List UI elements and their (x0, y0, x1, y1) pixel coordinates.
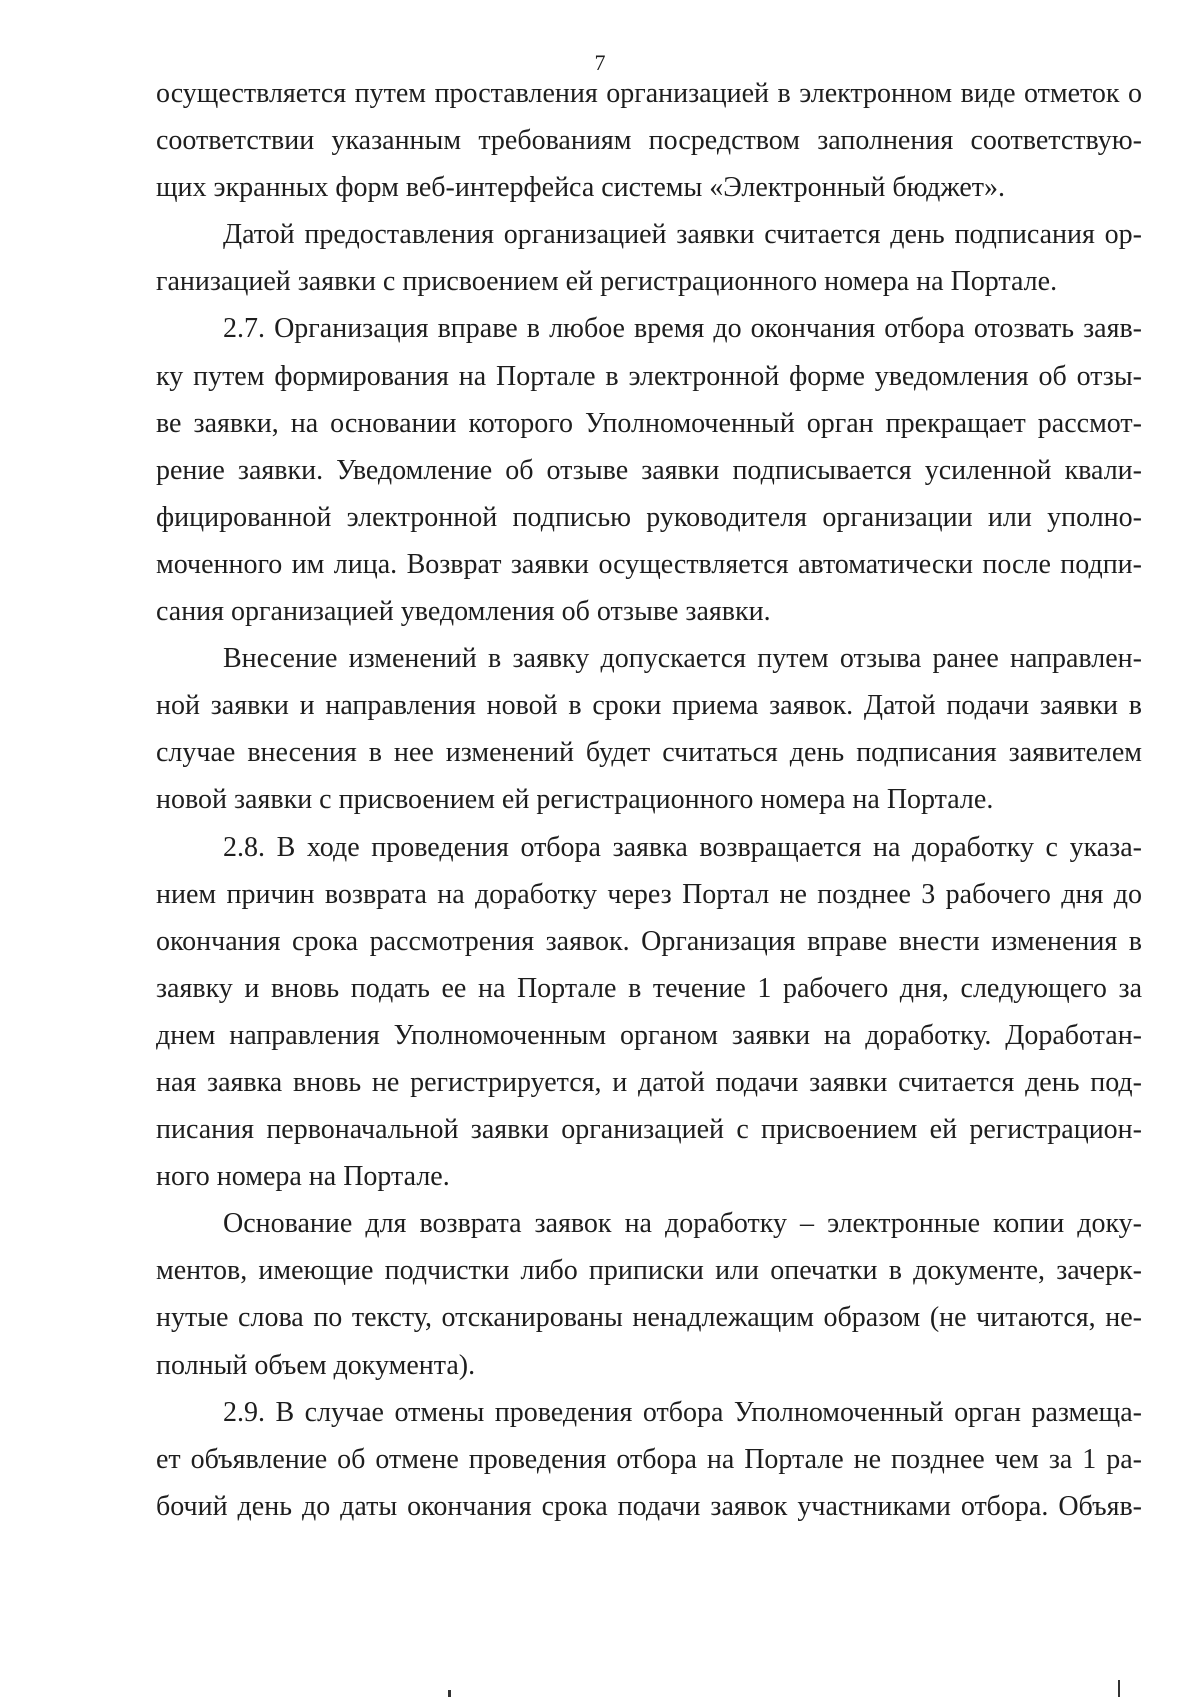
text-line: ментов, имеющие подчистки либо приписки или опечатки в документе, зачерк- (156, 1255, 1142, 1287)
text-line: нутые слова по тексту, отсканированы ненадлежащим образом (не читаются, не- (156, 1302, 1142, 1334)
text-line: сания организацией уведомления об отзыве заявки. (156, 596, 771, 628)
text-line: щих экранных форм веб-интерфейса системы «Электронный бюджет». (156, 172, 1006, 204)
text-line: осуществляется путем проставления организацией в электронном виде отметок о (156, 78, 1142, 109)
paragraph-first-line: Внесение изменений в заявку допускается путем отзыва ранее направлен- (223, 643, 1142, 675)
text-line: заявку и вновь подать ее на Портале в течение 1 рабочего дня, следующего за (156, 972, 1142, 1004)
text-line: соответствии указанным требованиям посредством заполнения соответствую- (156, 125, 1142, 157)
text-line: моченного им лица. Возврат заявки осуществляется автоматически после подпи- (156, 548, 1142, 580)
scan-artifact (1118, 1680, 1120, 1697)
text-line: бочий день до даты окончания срока подачи заявок участниками отбора. Объяв- (156, 1490, 1142, 1522)
text-line: ная заявка вновь не регистрируется, и датой подачи заявки считается день под- (156, 1066, 1142, 1098)
text-line: ного номера на Портале. (156, 1161, 450, 1193)
text-line: ку путем формирования на Портале в электронной форме уведомления об отзы- (156, 360, 1142, 392)
page-number: 7 (594, 50, 606, 75)
paragraph-first-line: Основание для возврата заявок на доработку – электронные копии доку- (223, 1208, 1142, 1240)
text-line: фицированной электронной подписью руководителя организации или уполно- (156, 501, 1142, 533)
text-line: днем направления Уполномоченным органом заявки на доработку. Доработан- (156, 1019, 1142, 1051)
text-line: новой заявки с присвоением ей регистрационного номера на Портале. (156, 784, 994, 816)
document-body (156, 70, 1142, 1530)
text-line: писания первоначальной заявки организацией с присвоением ей регистрацион- (156, 1114, 1142, 1146)
text-line: полный объем документа). (156, 1349, 476, 1381)
text-line: ганизацией заявки с присвоением ей регистрационного номера на Портале. (156, 266, 1058, 298)
paragraph-first-line: Датой предоставления организацией заявки считается день подписания ор- (223, 219, 1142, 251)
text-line: ет объявление об отмене проведения отбора на Портале не позднее чем за 1 ра- (156, 1443, 1142, 1475)
paragraph-first-line: 2.7. Организация вправе в любое время до окончания отбора отозвать заяв- (223, 313, 1142, 345)
paragraph-first-line: 2.8. В ходе проведения отбора заявка возвращается на доработку с указа- (223, 831, 1142, 863)
text-line: нием причин возврата на доработку через Портал не позднее 3 рабочего дня до (156, 878, 1142, 910)
text-line: случае внесения в нее изменений будет считаться день подписания заявителем (156, 737, 1142, 769)
text-line: окончания срока рассмотрения заявок. Организация вправе внести изменения в (156, 925, 1142, 957)
paragraph-first-line: 2.9. В случае отмены проведения отбора Уполномоченный орган размеща- (223, 1396, 1142, 1428)
text-line: ной заявки и направления новой в сроки приема заявок. Датой подачи заявки в (156, 690, 1142, 722)
scan-artifact (448, 1690, 451, 1697)
text-line: ве заявки, на основании которого Уполномоченный орган прекращает рассмот- (156, 407, 1142, 439)
text-line: рение заявки. Уведомление об отзыве заявки подписывается усиленной квали- (156, 454, 1142, 486)
